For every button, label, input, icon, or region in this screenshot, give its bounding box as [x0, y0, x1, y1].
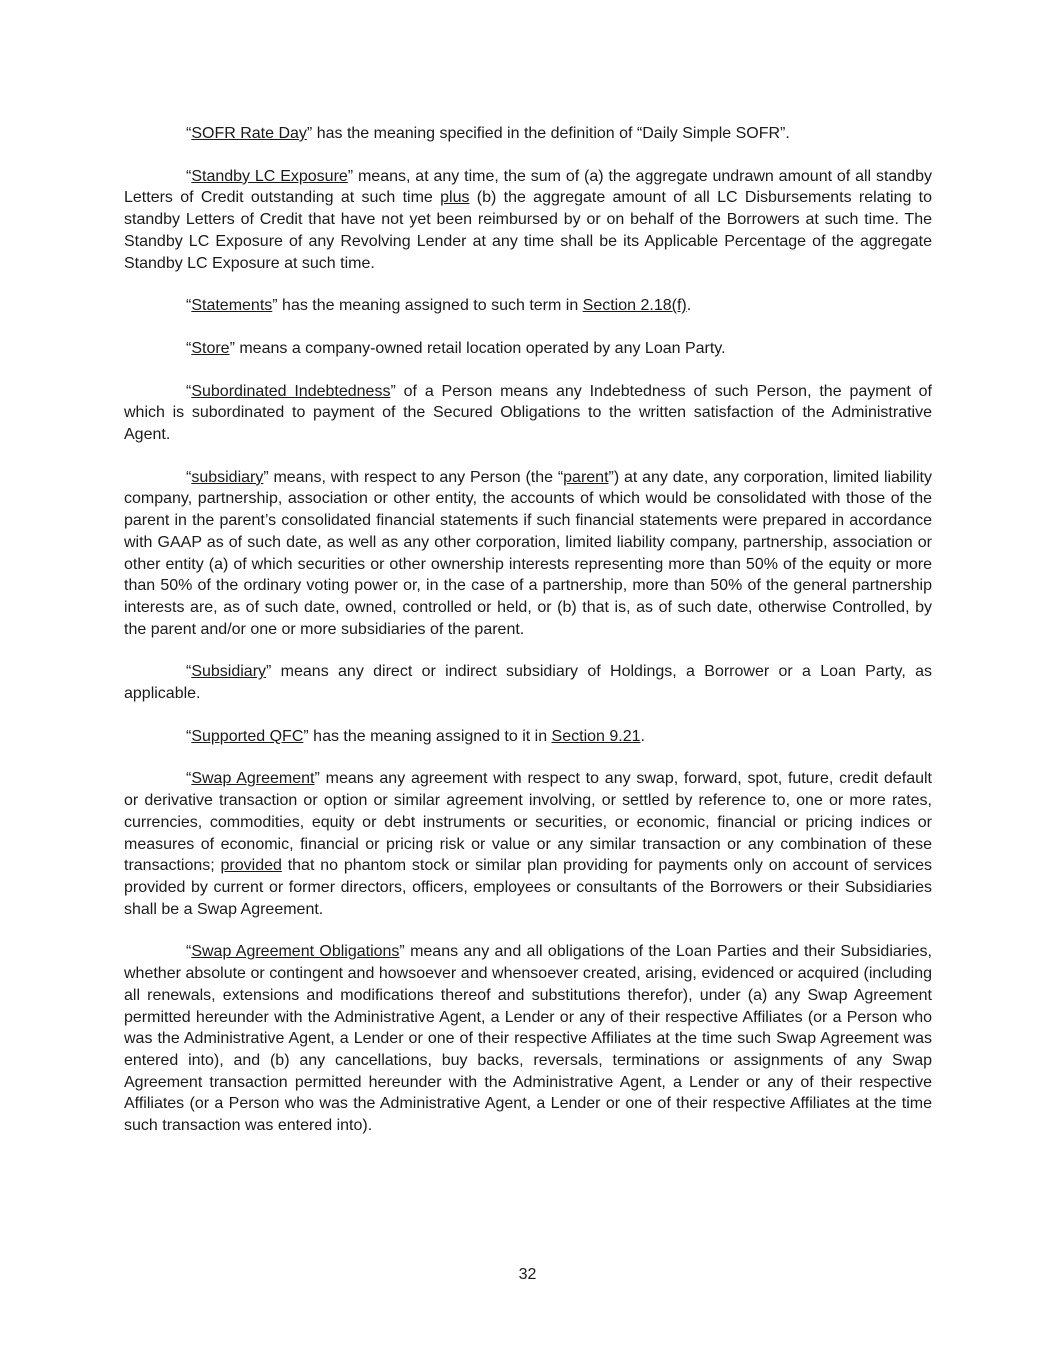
definition-text: ”) at any date, any corporation, limited liability company, partnership, association or other entity, the accounts of which would be consolidated with those of the parent in the parent’s consolidated financial statements if such financial statements were prepared in accordance with GAAP as of such date, as well as any other corporation, limited liability company, partnership, association or other entity (a) of which securities or other ownership interests representing more than 50% of the equity or more than 50% of the ordinary voting power or, in the case of a partnership, more than 50% of the general partnership interests are, as of such date, owned, controlled or held, or (b) that is, as of such date, otherwise Controlled, by the parent and/or one or more subsidiaries of the parent. [124, 468, 932, 638]
definition-text: “ [186, 382, 192, 400]
definition-statements [124, 295, 932, 317]
defined-term: subsidiary [191, 468, 264, 486]
defined-term: Supported QFC [191, 727, 304, 745]
definition-text: “ [186, 663, 192, 681]
definition-text: “ [186, 339, 192, 357]
definition-text: ” means any direct or indirect subsidiary of Holdings, a Borrower or a Loan Party, as applicable. [124, 663, 932, 703]
defined-term: plus [440, 189, 470, 207]
definition-text: ” of a Person means any Indebtedness of such Person, the payment of which is subordinated to payment of the Secured Obligations to the written satisfaction of the Administrative Agent. [124, 382, 932, 444]
definition-text: ” means a company-owned retail location operated by any Loan Party. [229, 339, 726, 357]
defined-term: Section 2.18(f) [582, 297, 687, 315]
definition-text: “ [186, 727, 192, 745]
defined-term: provided [220, 857, 282, 875]
defined-term: Subordinated Indebtedness [191, 382, 391, 400]
definition-text: that no phantom stock or similar plan providing for payments only on account of services provided by current or former directors, officers, employees or consultants of the Borrowers or their Subsidiaries shall be a Swap Agreement. [124, 857, 933, 918]
definition-text: “ [186, 943, 192, 961]
definition-text: “ [186, 468, 192, 486]
definition-swap-agreement-obligations [124, 941, 932, 1136]
definition-text: “ [186, 167, 192, 185]
definition-sofr-rate-day [124, 123, 932, 145]
defined-term: Standby LC Exposure [191, 167, 348, 185]
definition-store [124, 338, 932, 360]
defined-term: Subsidiary [191, 663, 267, 681]
definition-supported-qfc [124, 726, 932, 748]
defined-term: Section 9.21 [551, 727, 641, 745]
definition-text: “ [186, 297, 192, 315]
definition-text: . [686, 297, 692, 315]
definition-text: “ [186, 125, 192, 142]
defined-term: Swap Agreement [191, 770, 315, 788]
page-number: 32 [518, 1266, 537, 1283]
defined-term: Statements [191, 297, 273, 315]
definition-text: “ [186, 770, 192, 788]
definition-text: (b) the aggregate amount of all LC Disbursements relating to standby Letters of Credit that have not yet been reimbursed by or on behalf of the Borrowers at such time. The Standby LC Exposure of any Revolving Lender at any time shall be its Applicable Percentage of the aggregate Standby LC Exposure at such time. [124, 189, 933, 272]
defined-term: Store [191, 339, 230, 357]
definition-subordinated-indebtedness [124, 381, 932, 446]
definition-subsidiary-upper [124, 661, 932, 704]
defined-term: parent [563, 468, 609, 486]
definition-swap-agreement [124, 768, 932, 920]
definition-standby-lc-exposure [124, 166, 932, 275]
definition-text: . [640, 727, 645, 745]
definition-text: ” means any agreement with respect to any swap, forward, spot, future, credit default or derivative transaction or option or similar agreement involving, or settled by reference to, one or more rates, currencies, commodities, equity or debt instruments or securities, or economic, financial or pricing indices or measures of economic, financial or pricing risk or value or any similar transaction or any combination of these transactions; [124, 770, 933, 875]
definition-text: ” means, with respect to any Person (the “ [263, 468, 564, 486]
document-page [124, 123, 932, 1158]
definition-text: ” means any and all obligations of the Loan Parties and their Subsidiaries, whether absolute or contingent and howsoever and whensoever created, arising, evidenced or acquired (including all renewals, extensions and modifications thereof and substitutions therefor), under (a) any Swap Agreement permitted hereunder with the Administrative Agent, a Lender or any of their respective Affiliates (or a Person who was the Administrative Agent, a Lender or one of their respective Affiliates at the time such Swap Agreement was entered into), and (b) any cancellations, buy backs, reversals, terminations or assignments of any Swap Agreement transaction permitted hereunder with the Administrative Agent, a Lender or any of their respective Affiliates (or a Person who was the Administrative Agent, a Lender or one of their respective Affiliates at the time such transaction was entered into). [124, 943, 933, 1135]
defined-term: SOFR Rate Day [191, 125, 307, 142]
definition-text: ” has the meaning assigned to it in [303, 727, 552, 745]
defined-term: Swap Agreement Obligations [191, 943, 400, 961]
definition-subsidiary-lower [124, 467, 932, 641]
definition-text: ” means, at any time, the sum of (a) the aggregate undrawn amount of all standby Letters of Credit outstanding at such time [124, 167, 932, 207]
definition-text: ” has the meaning specified in the definition of “Daily Simple SOFR”. [306, 125, 790, 142]
definition-text: ” has the meaning assigned to such term in [272, 297, 583, 315]
